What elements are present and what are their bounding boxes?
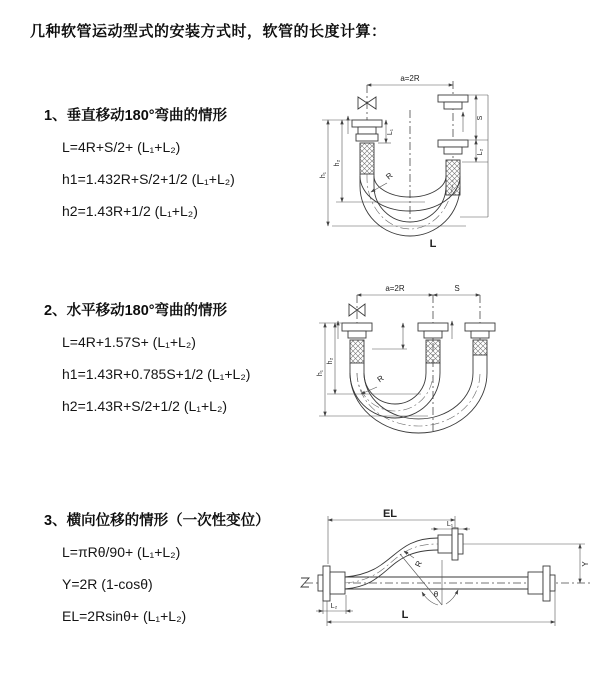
dim-l1-label: L₁ [446,521,454,528]
formula-line: L=4R+S/2+ (L₁+L₂) [62,139,181,155]
fitting-length-dims [372,323,407,349]
middle-hose-fitting [418,321,452,363]
dim-y-label: Y [581,561,590,567]
dim-l-label: L [401,609,409,621]
braided-hose-section [446,160,460,195]
dimension-a-2r-and-s [357,284,480,295]
formula-line: h1=1.43R+0.785S+1/2 (L₁+L₂) [62,366,251,382]
hose-u-bend [360,174,460,236]
section-2-heading: 2、水平移动180°弯曲的情形 [44,303,228,319]
diagram-horizontal-180-bend [308,281,595,468]
formula-line: EL=2Rsinθ+ (L₁+L₂) [62,608,187,624]
length-l-label: L [429,238,437,250]
left-flange [318,566,345,601]
diagram-1-drawing [312,66,596,258]
dim-s-label: S [477,115,484,121]
dimension-l2 [316,595,353,614]
left-hose-fitting [348,116,382,174]
dim-h2-label: h₂ [334,159,341,167]
dimension-a-2r [367,74,453,85]
hose-straight-position [345,566,555,601]
formula-line: Y=2R (1-cosθ) [62,576,153,592]
page-title: 几种软管运动型式的安装方式时，软管的长度计算： [30,23,387,40]
dimension-l [327,591,555,626]
dimension-s [460,95,488,217]
left-hose-fitting [338,321,372,363]
dim-l2-label: L₂ [477,148,484,156]
dim-h2-label: h₂ [327,357,334,365]
pipe-break-symbol [301,578,309,587]
radius-callout [361,373,386,394]
dim-s-label: S [454,284,460,293]
dimension-h1-h2 [317,323,428,416]
formula-line: h1=1.432R+S/2+1/2 (L₁+L₂) [62,171,235,187]
formula-line: h2=1.43R+S/2+1/2 (L₁+L₂) [62,398,228,414]
formula-line: h2=1.43R+1/2 (L₁+L₂) [62,203,198,219]
section-3-heading: 3、横向位移的情形（一次性变位） [44,513,270,529]
dimension-l1 [431,521,470,529]
dim-el-label: EL [382,508,398,520]
dim-l1-label: L₁ [387,128,394,136]
section-horizontal-movement [44,299,314,429]
dim-h1-label: h₁ [317,369,324,377]
diagram-vertical-180-bend [312,66,596,258]
dimension-el [328,508,455,564]
radius-label: R [413,559,425,569]
section-lateral-displacement [44,509,314,639]
diagram-lateral-displacement [300,503,596,645]
section-1-heading: 1、垂直移动180°弯曲的情形 [44,108,228,124]
radius-callout [371,171,395,192]
formula-line: L=4R+1.57S+ (L₁+L₂) [62,334,196,350]
formula-line: L=πRθ/90+ (L₁+L₂) [62,544,181,560]
dim-a-label: a=2R [385,284,405,293]
radius-label: R [375,373,386,385]
diagram-3-drawing [300,503,596,645]
braided-hose-section [360,143,374,174]
diagram-2-drawing [308,281,595,468]
dim-l2-label: L₂ [330,603,338,610]
angle-theta-label: θ [433,590,439,599]
angle-theta-construction [400,554,458,605]
dim-h1-label: h₁ [320,171,327,179]
section-vertical-movement [44,104,314,234]
radius-label: R [384,170,395,182]
dim-a-label: a=2R [400,74,420,83]
